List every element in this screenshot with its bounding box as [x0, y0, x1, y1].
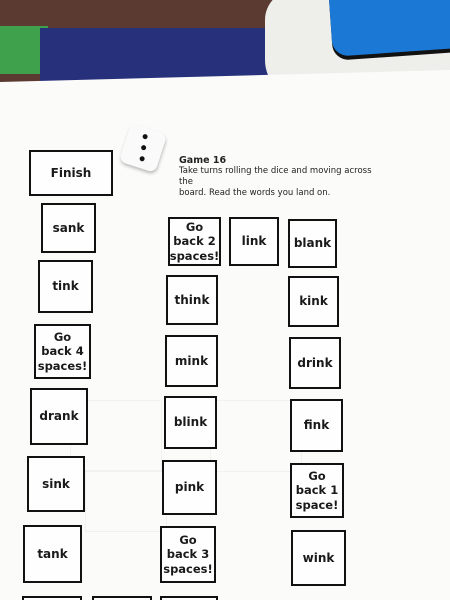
game-title: Game 16 [179, 155, 227, 166]
tile-go-back-3: Go back 3 spaces! [160, 526, 216, 583]
tile-go-back-1: Go back 1 space! [290, 463, 344, 518]
die-pip [142, 133, 148, 139]
tile-blink: blink [164, 396, 217, 449]
tile-tank: tank [23, 525, 82, 583]
tile-partial [92, 596, 152, 600]
tile-go-back-4: Go back 4 spaces! [34, 324, 91, 379]
tile-pink: pink [162, 460, 217, 515]
tile-sank: sank [41, 203, 96, 253]
tile-think: think [166, 275, 218, 325]
tile-fink: fink [290, 399, 343, 452]
tile-sink: sink [27, 456, 85, 512]
tile-drink: drink [289, 337, 341, 389]
tile-kink: kink [288, 276, 339, 327]
tile-mink: mink [165, 335, 218, 387]
tile-partial [160, 596, 218, 600]
tile-go-back-2: Go back 2 spaces! [168, 217, 221, 266]
tile-link: link [229, 217, 279, 266]
blue-lid [327, 0, 450, 57]
tile-finish: Finish [29, 150, 113, 196]
die-pip [139, 156, 145, 162]
tile-wink: wink [291, 530, 346, 586]
tile-tink: tink [38, 260, 93, 313]
tile-blank: blank [288, 219, 337, 268]
game-instructions: Take turns rolling the dice and moving across the board. Read the words you land on. [179, 166, 372, 198]
tile-partial [22, 596, 82, 600]
die-pip [140, 145, 146, 151]
tile-drank: drank [30, 388, 88, 445]
